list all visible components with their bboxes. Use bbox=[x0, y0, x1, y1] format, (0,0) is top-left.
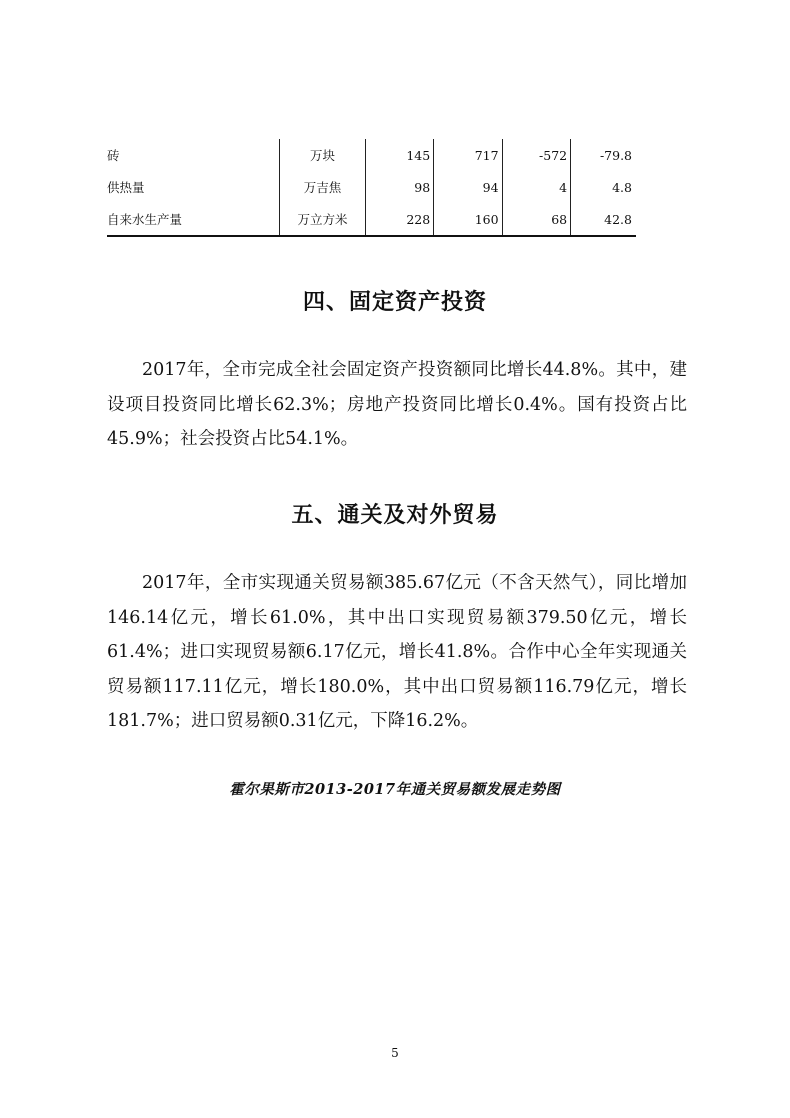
figure-caption: 霍尔果斯市2013-2017年通关贸易额发展走势图 bbox=[229, 781, 561, 798]
page-number: 5 bbox=[391, 1046, 399, 1060]
industrial-output-table bbox=[107, 139, 636, 237]
row-value-percent: 4.8 bbox=[612, 179, 632, 195]
row-value-previous: 94 bbox=[434, 171, 502, 203]
row-name: 自来水生产量 bbox=[107, 212, 183, 227]
row-value-change: 4 bbox=[502, 171, 571, 203]
row-value-current: 98 bbox=[365, 171, 433, 203]
stats-table bbox=[107, 139, 636, 235]
table-body bbox=[107, 139, 636, 235]
row-name: 砖 bbox=[107, 148, 120, 163]
row-unit: 万立方米 bbox=[280, 203, 366, 235]
section-heading-fixed-asset-investment: 四、固定资产投资 bbox=[302, 290, 487, 315]
row-value-change: -572 bbox=[502, 139, 571, 171]
row-unit: 万吉焦 bbox=[280, 171, 366, 203]
row-unit: 万块 bbox=[280, 139, 366, 171]
customs-trade-paragraph: 2017年，全市实现通关贸易额385.67亿元（不含天然气），同比增加146.14亿元，增长61.0%，其中出口实现贸易额379.50亿元，增长61.4%；进口实现贸易额6.17亿元，增长41.8%。合作中心全年实现通关贸易额117.11亿元，增长180.0%，其中出口贸易额116.79亿元，增长181.7%；进口贸易额0.31亿元，下降16.2%。 bbox=[107, 573, 687, 731]
table-bottom-rule bbox=[107, 235, 636, 237]
fixed-asset-investment-paragraph: 2017年，全市完成全社会固定资产投资额同比增长44.8%。其中，建设项目投资同比增长62.3%；房地产投资同比增长0.4%。国有投资占比45.9%；社会投资占比54.1%。 bbox=[107, 360, 687, 449]
table-row bbox=[107, 171, 636, 203]
row-value-percent: -79.8 bbox=[599, 147, 632, 163]
row-value-change: 68 bbox=[502, 203, 571, 235]
row-name: 供热量 bbox=[107, 180, 145, 195]
row-value-percent: 42.8 bbox=[604, 211, 632, 227]
row-value-current: 228 bbox=[365, 203, 433, 235]
section-heading-customs-trade: 五、通关及对外贸易 bbox=[291, 503, 499, 528]
row-value-previous: 717 bbox=[434, 139, 502, 171]
table-row bbox=[107, 203, 636, 235]
row-value-previous: 160 bbox=[434, 203, 502, 235]
row-value-current: 145 bbox=[365, 139, 433, 171]
table-row bbox=[107, 139, 636, 171]
